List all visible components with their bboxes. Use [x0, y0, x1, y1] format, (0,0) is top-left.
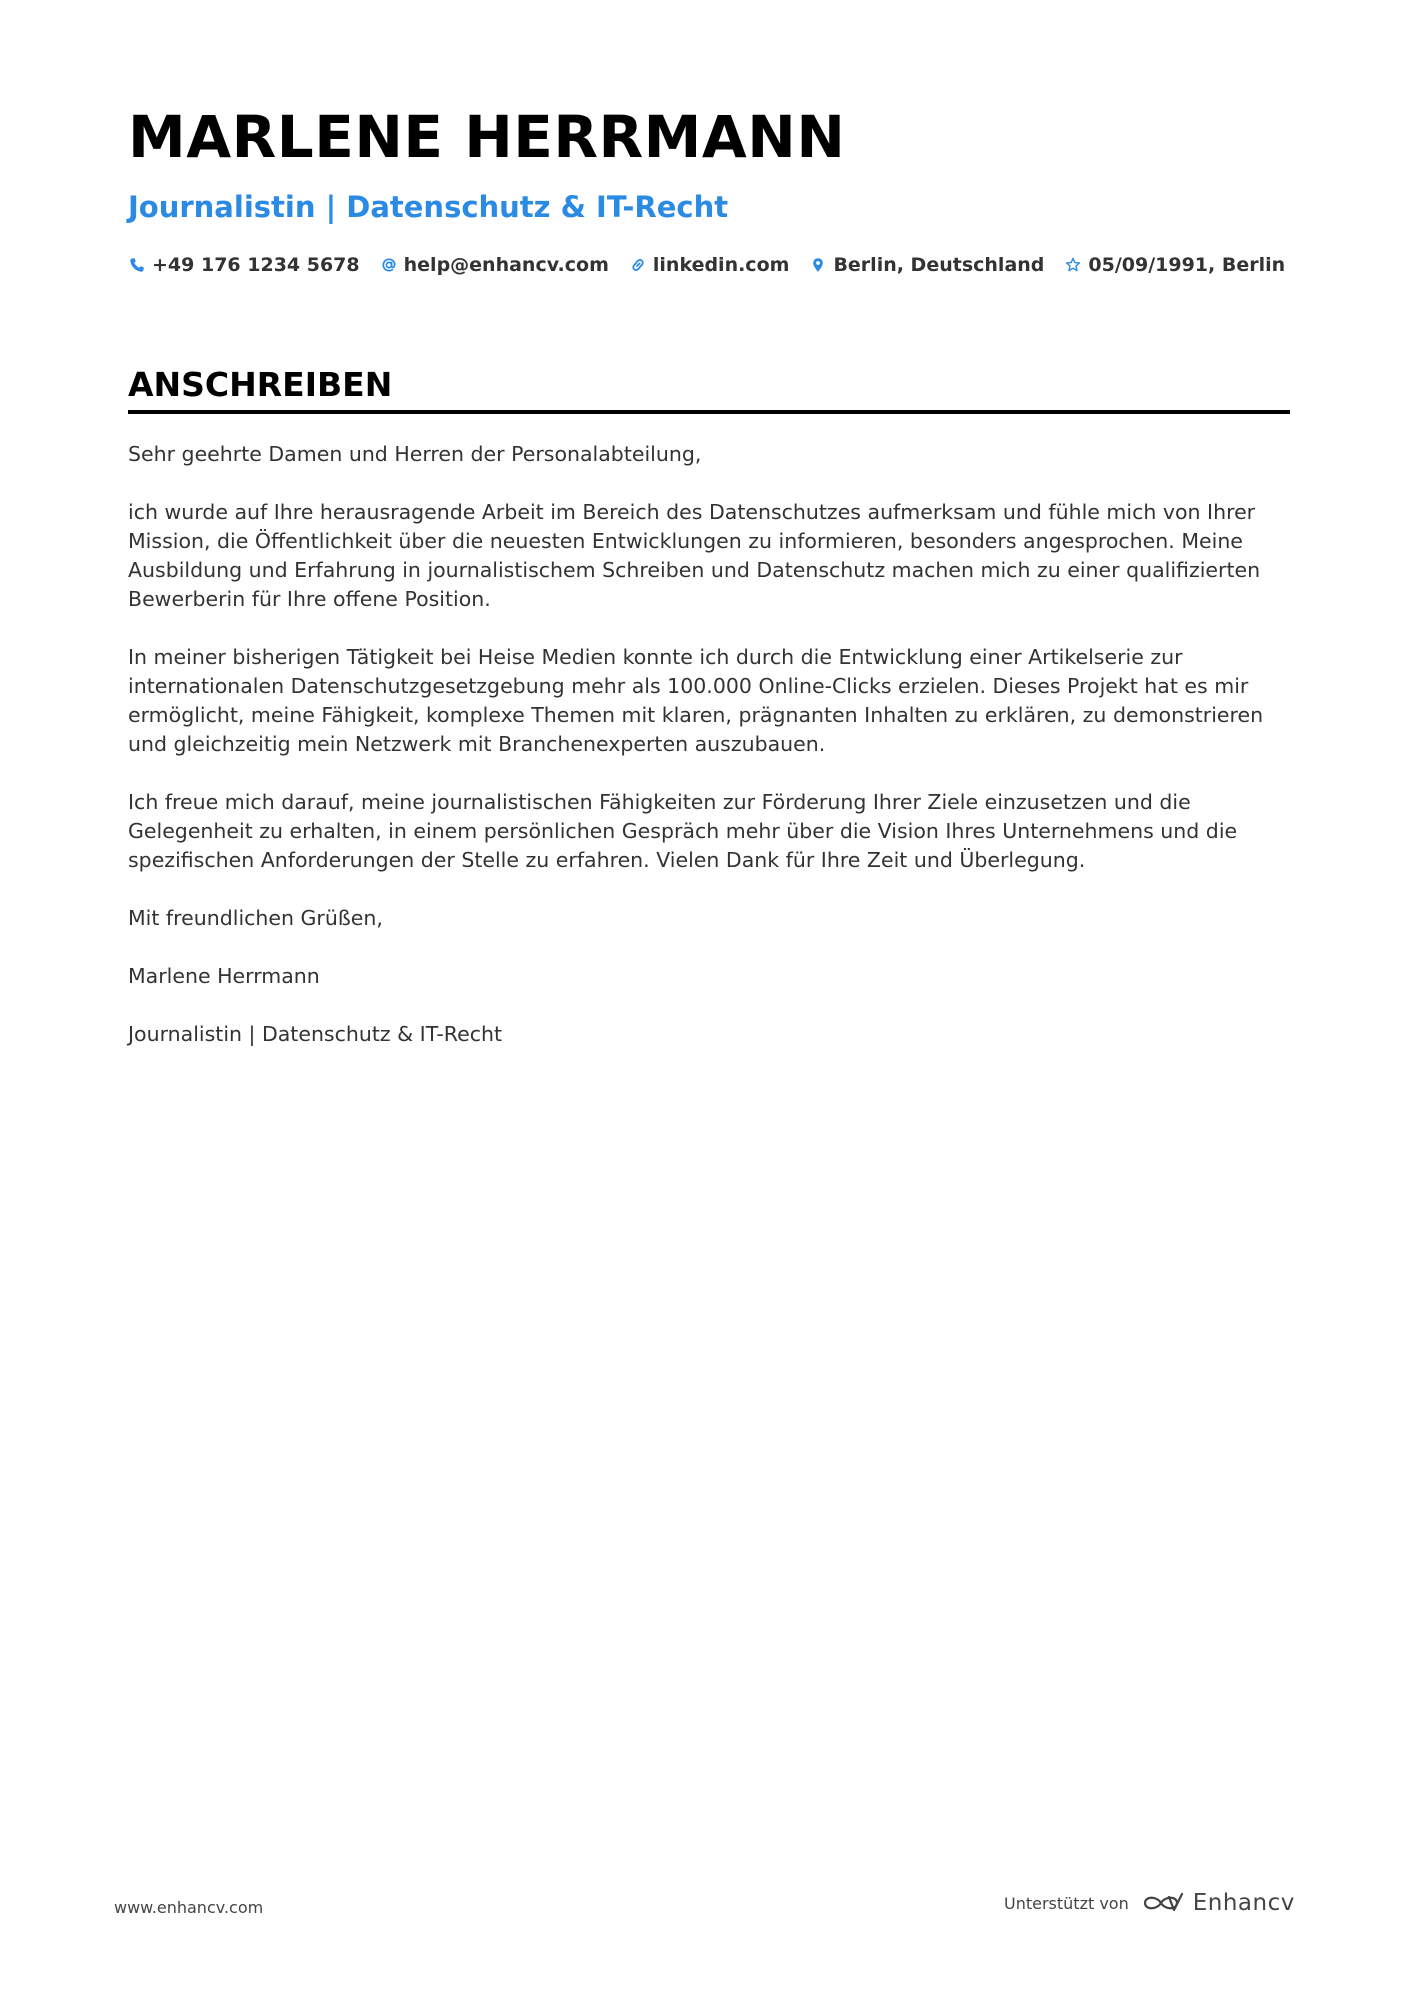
letter-salutation: Sehr geehrte Damen und Herren der Personalabteilung, [128, 442, 702, 466]
contact-link [629, 254, 790, 276]
link-icon [629, 256, 647, 274]
candidate-name: MARLENE HERRMANN [128, 103, 846, 171]
location-text: Berlin, Deutschland [833, 254, 1045, 276]
signature-name: Marlene Herrmann [128, 964, 320, 988]
contact-phone [128, 254, 360, 276]
enhancv-logo-icon [1141, 1890, 1185, 1916]
birth-text: 05/09/1991, Berlin [1088, 254, 1286, 276]
contact-email [380, 254, 609, 276]
signature-title: Journalistin | Datenschutz & IT-Recht [128, 1022, 503, 1046]
section-divider [128, 410, 1290, 414]
phone-icon [128, 256, 146, 274]
letter-paragraph: ich wurde auf Ihre herausragende Arbeit im Bereich des Datenschutzes aufmerksam und fühle mich von Ihrer Mission, die Öffentlichkeit über die neuesten Entwicklungen zu informieren, besonders angesprochen. Meine Ausbildung und Erfahrung in journalistischem Schreiben und Datenschutz machen mich zu einer qualifizierten Bewerberin für Ihre offene Position. [128, 500, 1261, 611]
letter-paragraph: In meiner bisherigen Tätigkeit bei Heise Medien konnte ich durch die Entwicklung einer Artikelserie zur internationalen Datenschutzgesetzgebung mehr als 100.000 Online-Clicks erzielen. Dieses Projekt hat es mir ermöglicht, meine Fähigkeit, komplexe Themen mit klaren, prägnanten Inhalten zu erklären, zu demonstrieren und gleichzeitig mein Netzwerk mit Branchenexperten auszubauen. [128, 645, 1264, 756]
section-title: ANSCHREIBEN [128, 365, 393, 404]
location-pin-icon [809, 256, 827, 274]
letter-paragraph: Ich freue mich darauf, meine journalistischen Fähigkeiten zur Förderung Ihrer Ziele einzusetzen und die Gelegenheit zu erhalten, in einem persönlichen Gespräch mehr über die Vision Ihres Unternehmens und die spezifischen Anforderungen der Stelle zu erfahren. Vielen Dank für Ihre Zeit und Überlegung. [128, 790, 1238, 872]
email-text: help@enhancv.com [403, 254, 609, 276]
contact-birth [1064, 254, 1285, 276]
at-icon [380, 256, 398, 274]
link-text: linkedin.com [652, 254, 790, 276]
contact-location [809, 254, 1044, 276]
footer-website[interactable]: www.enhancv.com [114, 1898, 264, 1917]
letter-closing: Mit freundlichen Grüßen, [128, 906, 383, 930]
star-icon [1064, 256, 1082, 274]
contact-bar [128, 254, 1305, 276]
letter-body [128, 440, 1296, 1078]
brand-name: Enhancv [1192, 1890, 1295, 1916]
footer-powered-by [1004, 1890, 1295, 1916]
phone-text: +49 176 1234 5678 [152, 254, 360, 276]
powered-by-text: Unterstützt von [1004, 1893, 1129, 1913]
candidate-headline: Journalistin | Datenschutz & IT-Recht [128, 190, 729, 224]
